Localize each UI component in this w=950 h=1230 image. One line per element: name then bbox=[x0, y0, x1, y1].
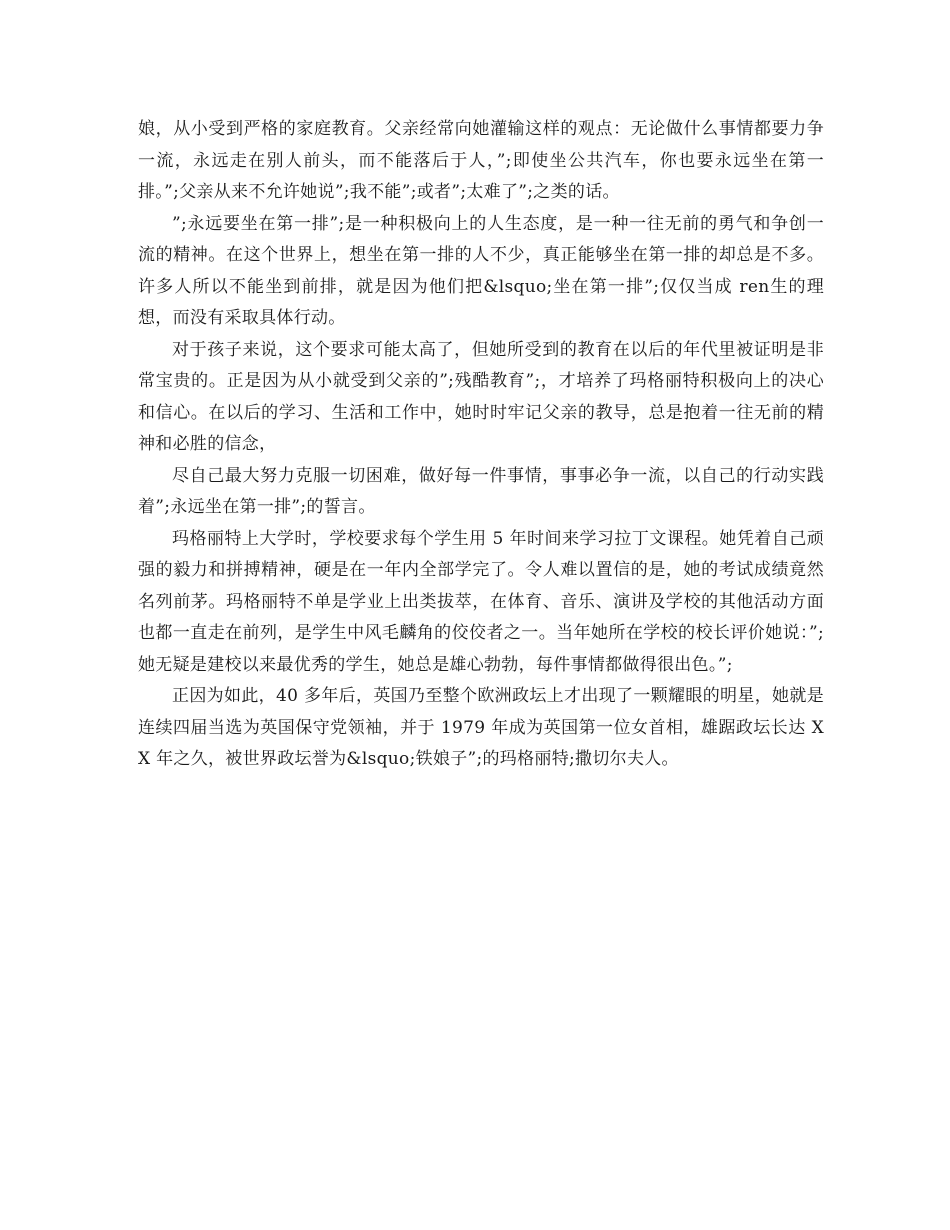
paragraph-2: ”;永远要坐在第一排”;是一种积极向上的人生态度，是一种一往无前的勇气和争创一流的精神。在这个世界上，想坐在第一排的人不少，真正能够坐在第一排的却总是不多。许多人所以不能坐到前排，就是因为他们把&lsquo;坐在第一排”;仅仅当成 ren生的理想，而没有采取具体行动。 bbox=[138, 213, 824, 328]
paragraph-1: 娘，从小受到严格的家庭教育。父亲经常向她灌输这样的观点：无论做什么事情都要力争一流，永远走在别人前头，而不能落后于人，”;即使坐公共汽车，你也要永远坐在第一排。”;父亲从来不允许她说”;我不能”;或者”;太难了”;之类的话。 bbox=[138, 119, 824, 202]
paragraph-5: 玛格丽特上大学时，学校要求每个学生用 5 年时间来学习拉丁文课程。她凭着自己顽强的毅力和拼搏精神，硬是在一年内全部学完了。令人难以置信的是，她的考试成绩竟然名列前茅。玛格丽特不单是学业上出类拔萃，在体育、音乐、演讲及学校的其他活动方面也都一直走在前列，是学生中风毛麟角的佼佼者之一。当年她所在学校的校长评价她说：”;她无疑是建校以来最优秀的学生，她总是雄心勃勃，每件事情都做得很出色。”; bbox=[138, 528, 824, 675]
paragraph-4: 尽自己最大努力克服一切困难，做好每一件事情，事事必争一流，以自己的行动实践着”;永远坐在第一排”;的誓言。 bbox=[138, 465, 824, 517]
paragraph-3: 对于孩子来说，这个要求可能太高了，但她所受到的教育在以后的年代里被证明是非常宝贵的。正是因为从小就受到父亲的”;残酷教育”;，才培养了玛格丽特积极向上的决心和信心。在以后的学习、生活和工作中，她时时牢记父亲的教导，总是抱着一往无前的精神和必胜的信念， bbox=[138, 339, 824, 454]
document-body bbox=[138, 114, 824, 776]
paragraph-6: 正因为如此，40 多年后，英国乃至整个欧洲政坛上才出现了一颗耀眼的明星，她就是连续四届当选为英国保守党领袖，并于 1979 年成为英国第一位女首相，雄踞政坛长达 XX 年之久，被世界政坛誉为&lsquo;铁娘子”;的玛格丽特;撒切尔夫人。 bbox=[138, 686, 824, 769]
